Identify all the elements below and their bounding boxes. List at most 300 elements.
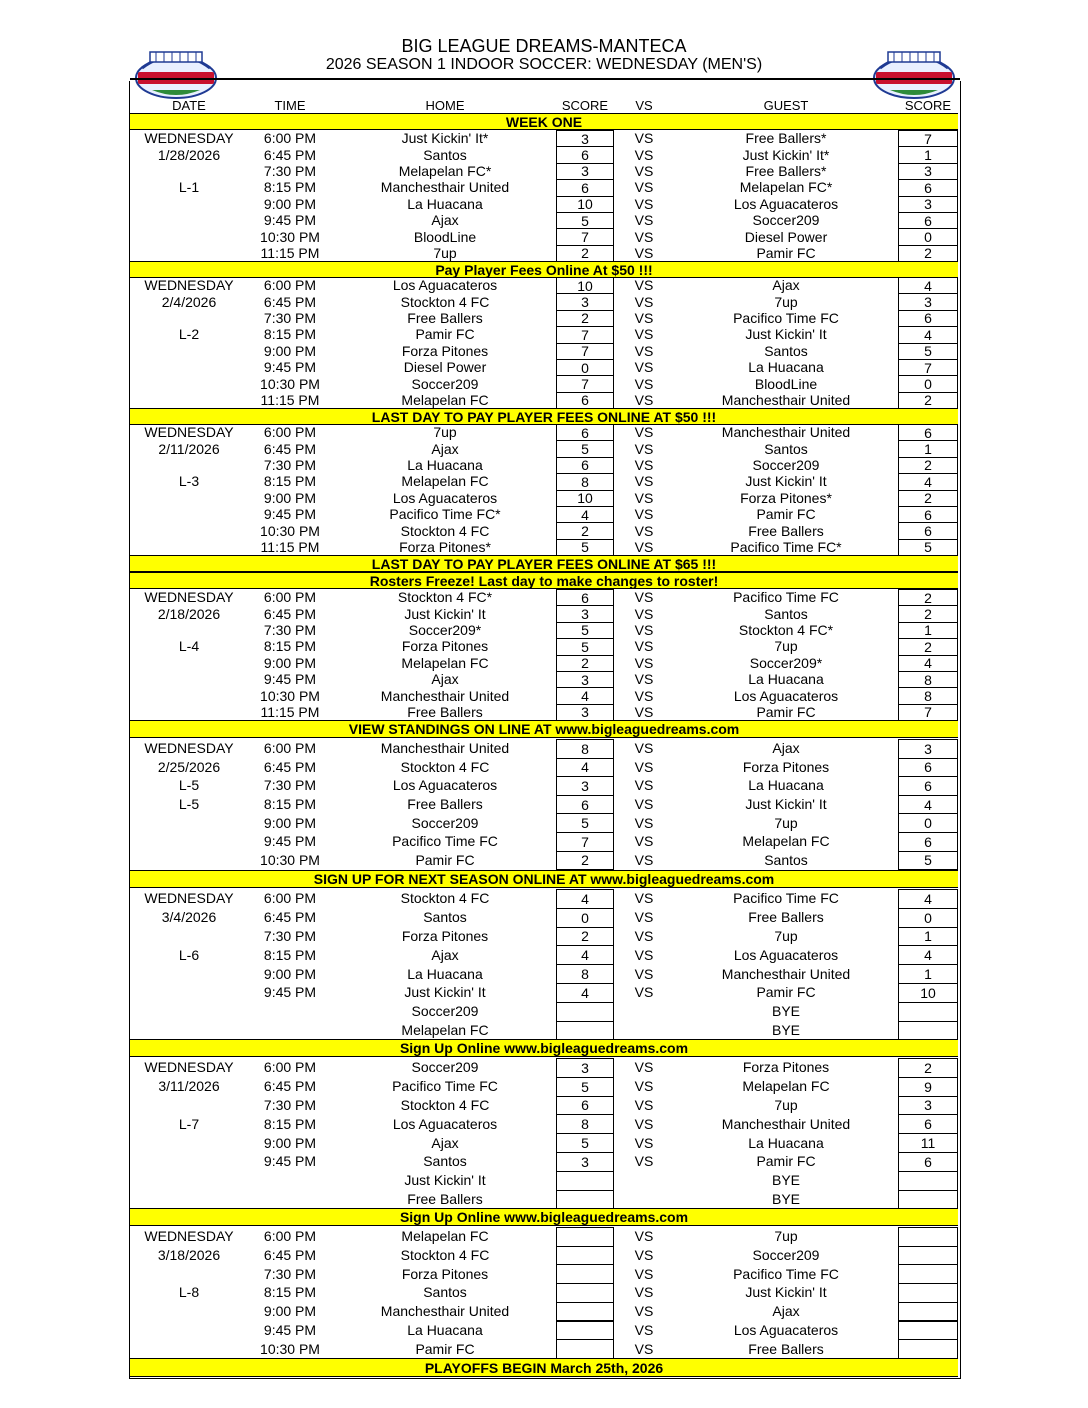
time-cell: 7:30 PM xyxy=(263,309,317,326)
time-cell: 7:30 PM xyxy=(263,1265,317,1282)
table-row xyxy=(130,1077,958,1096)
vs-cell: VS xyxy=(634,424,654,441)
guest-team-cell: Just Kickin' It xyxy=(745,326,827,343)
home-team-cell: Stockton 4 FC xyxy=(400,293,490,310)
guest-score-cell: 8 xyxy=(898,671,958,688)
date-cell xyxy=(130,343,248,359)
time-cell: 9:00 PM xyxy=(263,489,317,506)
guest-team-cell: Ajax xyxy=(772,740,800,757)
guest-score-cell: 1 xyxy=(898,622,958,639)
guest-score-cell: 3 xyxy=(898,739,958,759)
league-cell: L-5 xyxy=(178,796,200,813)
date-cell xyxy=(130,622,248,638)
day-cell: WEDNESDAY xyxy=(144,424,234,441)
table-row xyxy=(130,343,958,359)
guest-team-cell: Pamir FC xyxy=(756,244,816,261)
time-cell: 8:15 PM xyxy=(263,638,317,655)
guest-team-cell: Diesel Power xyxy=(744,228,828,245)
table-row xyxy=(130,704,958,720)
guest-score-cell: 2 xyxy=(898,605,958,622)
home-team-cell: Soccer209* xyxy=(408,621,482,638)
guest-team-cell: Stockton 4 FC* xyxy=(738,621,834,638)
vs-cell: VS xyxy=(634,130,654,147)
home-score-cell xyxy=(556,1171,614,1191)
home-team-cell: Melapelan FC* xyxy=(398,162,492,179)
table-row xyxy=(130,212,958,228)
guest-score-cell xyxy=(898,1339,958,1359)
guest-team-cell: Forza Pitones xyxy=(742,758,830,775)
vs-cell: VS xyxy=(634,146,654,163)
home-score-cell: 4 xyxy=(556,889,614,909)
guest-team-cell: Pamir FC xyxy=(756,984,816,1001)
guest-team-cell: Melapelan FC xyxy=(742,1078,830,1095)
time-cell: 8:15 PM xyxy=(263,1115,317,1132)
guest-score-cell: 5 xyxy=(898,539,958,556)
home-score-cell xyxy=(556,1227,614,1247)
table-row xyxy=(130,1321,958,1340)
date-cell xyxy=(130,392,248,408)
time-cell: 7:30 PM xyxy=(263,927,317,944)
week-banner: LAST DAY TO PAY PLAYER FEES ONLINE AT $65 !!! xyxy=(130,555,958,572)
date-cell xyxy=(130,927,248,946)
home-score-cell: 6 xyxy=(556,1096,614,1116)
home-score-cell: 2 xyxy=(556,310,614,327)
time-cell: 9:00 PM xyxy=(263,195,317,212)
date-cell xyxy=(130,539,248,555)
guest-score-cell: 6 xyxy=(898,179,958,196)
time-cell: 9:00 PM xyxy=(263,814,317,831)
date-cell xyxy=(130,196,248,212)
table-row xyxy=(130,1339,958,1358)
home-team-cell: BloodLine xyxy=(413,228,477,245)
week-banner: SIGN UP FOR NEXT SEASON ONLINE AT www.bigleaguedreams.com xyxy=(130,870,958,888)
table-row xyxy=(130,1152,958,1171)
home-team-cell: Stockton 4 FC xyxy=(400,522,490,539)
guest-score-cell xyxy=(898,1283,958,1303)
home-score-cell: 8 xyxy=(556,473,614,490)
vs-cell: VS xyxy=(634,244,654,261)
vs-cell: VS xyxy=(634,740,654,757)
guest-team-cell: Soccer209* xyxy=(749,654,823,671)
time-cell: 6:45 PM xyxy=(263,293,317,310)
guest-team-cell: BYE xyxy=(771,1003,800,1020)
time-cell: 6:45 PM xyxy=(263,1078,317,1095)
guest-team-cell: Ajax xyxy=(772,1303,800,1320)
table-row xyxy=(130,146,958,162)
home-score-cell: 5 xyxy=(556,638,614,655)
home-score-cell: 7 xyxy=(556,832,614,852)
date-cell: 3/18/2026 xyxy=(157,1247,221,1264)
time-cell xyxy=(248,1190,332,1209)
vs-cell: VS xyxy=(634,342,654,359)
guest-score-cell: 2 xyxy=(898,589,958,606)
date-cell xyxy=(130,359,248,375)
home-team-cell: Santos xyxy=(423,1284,467,1301)
home-team-cell: La Huacana xyxy=(407,1321,483,1338)
home-score-cell: 2 xyxy=(556,851,614,871)
guest-team-cell: La Huacana xyxy=(748,359,824,376)
date-cell xyxy=(130,704,248,720)
column-headers xyxy=(130,98,958,113)
time-cell: 10:30 PM xyxy=(260,1340,320,1357)
time-cell: 10:30 PM xyxy=(260,522,320,539)
table-row xyxy=(130,622,958,638)
home-team-cell: La Huacana xyxy=(407,456,483,473)
time-cell: 9:00 PM xyxy=(263,1134,317,1151)
vs-cell: VS xyxy=(634,1340,654,1357)
table-row xyxy=(130,1283,958,1302)
guest-team-cell: 7up xyxy=(774,293,798,310)
table-row xyxy=(130,392,958,408)
guest-score-cell: 0 xyxy=(898,228,958,245)
time-cell: 10:30 PM xyxy=(260,687,320,704)
date-cell xyxy=(130,522,248,538)
home-score-cell: 4 xyxy=(556,506,614,523)
footer-banner: PLAYOFFS BEGIN March 25th, 2026 xyxy=(130,1358,958,1377)
date-cell xyxy=(130,1171,248,1190)
date-cell xyxy=(130,964,248,983)
table-row xyxy=(130,795,958,814)
home-team-cell: Just Kickin' It* xyxy=(401,130,489,147)
week-banner: Sign Up Online www.bigleaguedreams.com xyxy=(130,1208,958,1226)
home-score-cell xyxy=(556,1283,614,1303)
guest-score-cell: 5 xyxy=(898,343,958,360)
home-score-cell: 2 xyxy=(556,522,614,539)
day-cell: WEDNESDAY xyxy=(144,277,234,294)
guest-score-cell: 6 xyxy=(898,212,958,229)
league-cell: L-3 xyxy=(178,473,200,490)
time-cell: 8:15 PM xyxy=(263,946,317,963)
time-cell: 9:45 PM xyxy=(263,833,317,850)
home-score-cell: 7 xyxy=(556,326,614,343)
time-cell: 7:30 PM xyxy=(263,621,317,638)
guest-score-cell: 4 xyxy=(898,473,958,490)
home-score-cell: 5 xyxy=(556,622,614,639)
home-team-cell: Soccer209 xyxy=(411,375,479,392)
vs-cell: VS xyxy=(634,687,654,704)
date-header: DATE xyxy=(172,98,206,113)
home-score-cell: 10 xyxy=(556,196,614,213)
home-team-cell: Stockton 4 FC xyxy=(400,758,490,775)
league-cell: L-5 xyxy=(178,777,200,794)
guest-team-cell: Pamir FC xyxy=(756,703,816,720)
table-row xyxy=(130,506,958,522)
guest-score-cell: 2 xyxy=(898,392,958,409)
table-row xyxy=(130,1171,958,1190)
guest-team-cell: Pacifico Time FC xyxy=(733,589,839,606)
guest-score-cell: 1 xyxy=(898,440,958,457)
time-cell: 9:00 PM xyxy=(263,965,317,982)
guest-team-cell: Santos xyxy=(764,605,808,622)
time-cell: 8:15 PM xyxy=(263,796,317,813)
guest-score-cell: 10 xyxy=(898,983,958,1003)
guest-score-cell: 6 xyxy=(898,1152,958,1172)
date-cell xyxy=(130,163,248,179)
guest-score-cell: 6 xyxy=(898,310,958,327)
table-row xyxy=(130,163,958,179)
guest-team-cell: La Huacana xyxy=(748,777,824,794)
vs-cell: VS xyxy=(634,162,654,179)
table-row xyxy=(130,245,958,261)
date-cell xyxy=(130,1302,248,1321)
time-cell: 8:15 PM xyxy=(263,326,317,343)
home-score-cell: 3 xyxy=(556,1058,614,1078)
home-score-cell: 4 xyxy=(556,945,614,965)
home-score-cell: 2 xyxy=(556,927,614,947)
table-row xyxy=(130,196,958,212)
table-row xyxy=(130,473,958,489)
vs-cell: VS xyxy=(634,391,654,408)
home-team-cell: Just Kickin' It xyxy=(404,1172,486,1189)
table-row xyxy=(130,1021,958,1040)
home-team-cell: Santos xyxy=(423,1153,467,1170)
home-score-cell: 4 xyxy=(556,687,614,704)
home-score-cell: 3 xyxy=(556,671,614,688)
guest-team-cell: 7up xyxy=(774,927,798,944)
time-cell xyxy=(248,1171,332,1190)
table-row xyxy=(130,605,958,621)
home-score-cell: 6 xyxy=(556,795,614,815)
vs-cell: VS xyxy=(634,293,654,310)
vs-cell: VS xyxy=(634,440,654,457)
vs-cell: VS xyxy=(634,946,654,963)
table-row xyxy=(130,1264,958,1283)
guest-score-cell: 0 xyxy=(898,908,958,928)
date-cell xyxy=(130,1021,248,1040)
home-score-cell xyxy=(556,1264,614,1284)
vs-cell: VS xyxy=(634,851,654,868)
home-score-cell: 10 xyxy=(556,490,614,507)
vs-cell: VS xyxy=(634,375,654,392)
table-row xyxy=(130,277,958,293)
home-score-cell: 5 xyxy=(556,539,614,556)
table-row xyxy=(130,539,958,555)
league-cell: L-1 xyxy=(178,179,200,196)
week-banner: WEEK ONE xyxy=(130,113,958,130)
guest-score-cell xyxy=(898,1227,958,1247)
date-cell xyxy=(130,655,248,671)
table-row xyxy=(130,522,958,538)
home-score-cell: 3 xyxy=(556,776,614,796)
home-team-cell: Melapelan FC xyxy=(401,654,489,671)
vs-cell: VS xyxy=(634,309,654,326)
guest-score-cell: 3 xyxy=(898,293,958,310)
guest-team-cell: Just Kickin' It xyxy=(745,796,827,813)
guest-score-cell: 4 xyxy=(898,277,958,294)
home-team-cell: La Huacana xyxy=(407,965,483,982)
guest-team-cell: Los Aguacateros xyxy=(733,946,839,963)
header-divider xyxy=(130,78,960,80)
league-cell: L-6 xyxy=(178,946,200,963)
vs-cell xyxy=(614,1190,674,1209)
week-banner: Pay Player Fees Online At $50 !!! xyxy=(130,261,958,278)
home-score-cell: 3 xyxy=(556,130,614,147)
guest-team-cell: 7up xyxy=(774,638,798,655)
time-cell: 6:00 PM xyxy=(263,130,317,147)
home-team-cell: Melapelan FC xyxy=(401,1228,489,1245)
vs-cell: VS xyxy=(634,1153,654,1170)
guest-team-cell: Pacifico Time FC xyxy=(733,1265,839,1282)
table-row xyxy=(130,1133,958,1152)
guest-team-cell: Santos xyxy=(764,342,808,359)
home-score-cell: 0 xyxy=(556,359,614,376)
guest-score-cell: 1 xyxy=(898,146,958,163)
vs-cell: VS xyxy=(634,1265,654,1282)
home-score-cell xyxy=(556,1321,614,1341)
guest-score-cell: 4 xyxy=(898,326,958,343)
table-row xyxy=(130,945,958,964)
home-team-cell: Pacifico Time FC* xyxy=(389,506,501,523)
table-row xyxy=(130,293,958,309)
home-team-cell: 7up xyxy=(433,244,457,261)
vs-header: VS xyxy=(635,98,653,113)
guest-score-cell: 5 xyxy=(898,851,958,871)
vs-cell: VS xyxy=(634,456,654,473)
home-team-cell: Forza Pitones* xyxy=(399,538,491,555)
vs-cell xyxy=(614,1002,674,1021)
guest-score-cell: 6 xyxy=(898,1114,958,1134)
home-header: HOME xyxy=(425,98,465,113)
home-score-cell: 8 xyxy=(556,964,614,984)
table-row xyxy=(130,776,958,795)
guest-team-cell: Manchesthair United xyxy=(721,965,851,982)
vs-cell: VS xyxy=(634,671,654,688)
home-score-cell: 0 xyxy=(556,908,614,928)
date-cell: 2/11/2026 xyxy=(158,440,220,457)
date-cell: 2/25/2026 xyxy=(157,758,221,775)
time-cell: 6:45 PM xyxy=(263,1247,317,1264)
guest-team-cell: La Huacana xyxy=(748,671,824,688)
vs-cell: VS xyxy=(634,359,654,376)
home-score-cell xyxy=(556,1190,614,1210)
guest-team-cell: 7up xyxy=(774,1228,798,1245)
home-score-cell: 3 xyxy=(556,605,614,622)
vs-cell: VS xyxy=(634,758,654,775)
home-score-cell: 4 xyxy=(556,758,614,778)
home-score-cell: 10 xyxy=(556,277,614,294)
vs-cell: VS xyxy=(634,621,654,638)
guest-score-cell: 7 xyxy=(898,359,958,376)
time-cell: 11:15 PM xyxy=(260,244,320,261)
home-score-cell: 6 xyxy=(556,457,614,474)
guest-score-cell: 6 xyxy=(898,776,958,796)
guest-score-cell xyxy=(898,1171,958,1191)
date-cell xyxy=(130,1339,248,1358)
home-team-cell: 7up xyxy=(433,424,457,441)
guest-score-cell: 8 xyxy=(898,687,958,704)
guest-score-cell xyxy=(898,1002,958,1022)
time-cell: 11:15 PM xyxy=(260,538,320,555)
table-row xyxy=(130,1002,958,1021)
vs-cell: VS xyxy=(634,1303,654,1320)
home-score-cell: 7 xyxy=(556,375,614,392)
home-team-cell: Stockton 4 FC xyxy=(400,890,490,907)
guest-team-cell: BloodLine xyxy=(754,375,818,392)
home-score-cell: 3 xyxy=(556,293,614,310)
time-cell: 9:45 PM xyxy=(263,506,317,523)
guest-team-cell: Pamir FC xyxy=(756,506,816,523)
guest-team-cell: Soccer209 xyxy=(752,456,820,473)
vs-cell: VS xyxy=(634,1059,654,1076)
table-row xyxy=(130,638,958,654)
home-team-cell: Ajax xyxy=(431,946,459,963)
guest-team-cell: Pacifico Time FC xyxy=(733,309,839,326)
home-team-cell: Manchesthair United xyxy=(380,179,510,196)
time-cell: 9:00 PM xyxy=(263,342,317,359)
time-cell: 9:00 PM xyxy=(263,1303,317,1320)
guest-score-cell: 7 xyxy=(898,704,958,721)
home-team-cell: Melapelan FC xyxy=(401,473,489,490)
home-score-cell: 2 xyxy=(556,245,614,262)
vs-cell: VS xyxy=(634,195,654,212)
home-team-cell: Los Aguacateros xyxy=(392,277,498,294)
home-score-cell: 4 xyxy=(556,983,614,1003)
time-cell: 10:30 PM xyxy=(260,375,320,392)
time-cell: 9:00 PM xyxy=(263,654,317,671)
guest-score-cell xyxy=(898,1264,958,1284)
table-row xyxy=(130,927,958,946)
table-row xyxy=(130,424,958,440)
table-row xyxy=(130,1058,958,1077)
time-cell: 9:45 PM xyxy=(263,212,317,229)
date-cell xyxy=(130,813,248,832)
time-cell: 6:00 PM xyxy=(263,740,317,757)
vs-cell: VS xyxy=(634,605,654,622)
time-cell: 8:15 PM xyxy=(263,179,317,196)
guest-score-cell xyxy=(898,1302,958,1322)
home-score-cell: 6 xyxy=(556,179,614,196)
vs-cell: VS xyxy=(634,277,654,294)
home-score-cell xyxy=(556,1002,614,1022)
time-cell: 9:45 PM xyxy=(263,1153,317,1170)
date-cell xyxy=(130,1002,248,1021)
guest-header: GUEST xyxy=(763,98,809,113)
guest-team-cell: BYE xyxy=(771,1021,800,1038)
home-team-cell: Santos xyxy=(423,909,467,926)
guest-score-cell: 1 xyxy=(898,964,958,984)
guest-team-cell: Forza Pitones* xyxy=(740,489,832,506)
date-cell: 2/4/2026 xyxy=(161,293,217,310)
day-cell: WEDNESDAY xyxy=(144,589,234,606)
time-cell: 9:45 PM xyxy=(263,1321,317,1338)
guest-score-cell: 4 xyxy=(898,889,958,909)
date-cell xyxy=(130,1190,248,1209)
vs-cell: VS xyxy=(634,1134,654,1151)
vs-cell: VS xyxy=(634,1115,654,1132)
guest-team-cell: Pacifico Time FC xyxy=(733,890,839,907)
vs-cell: VS xyxy=(634,984,654,1001)
table-row xyxy=(130,490,958,506)
guest-team-cell: Ajax xyxy=(772,277,800,294)
time-cell: 6:45 PM xyxy=(263,146,317,163)
time-cell: 7:30 PM xyxy=(263,1096,317,1113)
page-title: BIG LEAGUE DREAMS-MANTECA xyxy=(401,36,687,56)
home-team-cell: Soccer209 xyxy=(411,1003,479,1020)
guest-score-cell: 6 xyxy=(898,522,958,539)
time-cell: 9:45 PM xyxy=(263,359,317,376)
table-row xyxy=(130,1246,958,1265)
vs-cell: VS xyxy=(634,814,654,831)
table-row xyxy=(130,375,958,391)
guest-score-header: SCORE xyxy=(904,98,952,113)
date-cell xyxy=(130,245,248,261)
guest-score-cell: 9 xyxy=(898,1077,958,1097)
guest-score-cell: 1 xyxy=(898,927,958,947)
vs-cell: VS xyxy=(634,965,654,982)
home-score-cell: 6 xyxy=(556,424,614,441)
home-team-cell: Forza Pitones xyxy=(401,1265,489,1282)
guest-score-cell: 6 xyxy=(898,424,958,441)
